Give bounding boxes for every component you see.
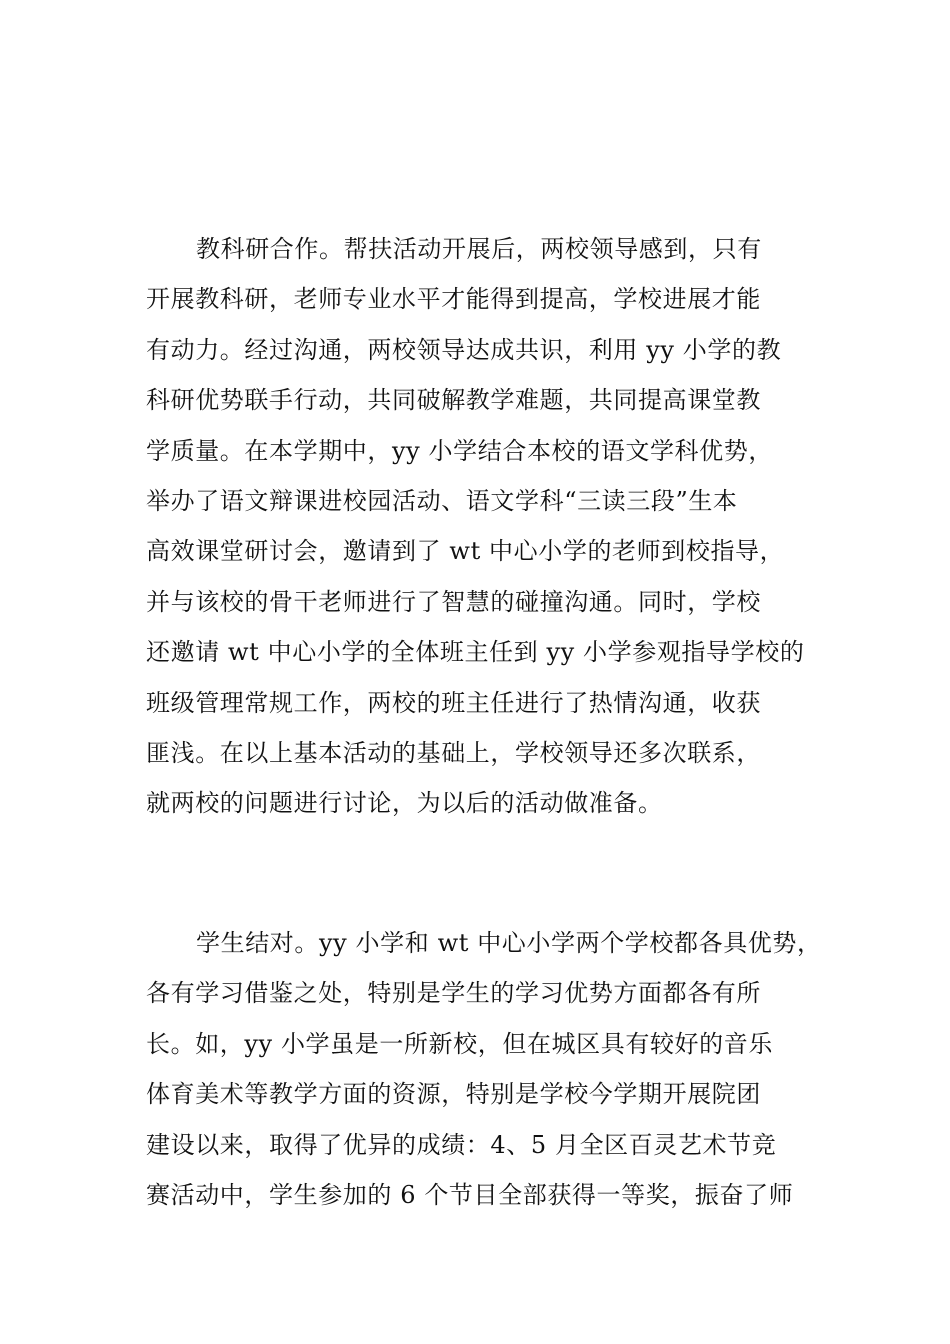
text-line: 开展教科研，老师专业水平才能得到提高，学校进展才能 xyxy=(146,285,761,314)
text-line: 赛活动中，学生参加的 6 个节目全部获得一等奖，振奋了师 xyxy=(146,1180,794,1209)
text-line: 长。如，yy 小学虽是一所新校，但在城区具有较好的音乐 xyxy=(146,1029,773,1058)
text-line: 学质量。在本学期中，yy 小学结合本校的语文学科优势， xyxy=(146,436,773,465)
text-line: 高效课堂研讨会，邀请到了 wt 中心小学的老师到校指导， xyxy=(146,537,785,566)
text-line: 班级管理常规工作，两校的班主任进行了热情沟通，收获 xyxy=(146,688,761,717)
text-line: 有动力。经过沟通，两校领导达成共识，利用 yy 小学的教 xyxy=(146,335,782,364)
text-line: 匪浅。在以上基本活动的基础上，学校领导还多次联系， xyxy=(146,738,761,767)
paragraph-teaching-research xyxy=(146,224,816,829)
paragraph-student-pairing xyxy=(146,918,822,1220)
text-line: 学生结对。yy 小学和 wt 中心小学两个学校都各具优势， xyxy=(196,929,822,957)
text-line: 举办了语文辩课进校园活动、语文学科“三读三段”生本 xyxy=(146,486,738,515)
text-line: 体育美术等教学方面的资源，特别是学校今学期开展院团 xyxy=(146,1080,761,1109)
text-line: 并与该校的骨干老师进行了智慧的碰撞沟通。同时，学校 xyxy=(146,587,761,616)
text-line: 各有学习借鉴之处，特别是学生的学习优势方面都各有所 xyxy=(146,979,761,1008)
text-line: 还邀请 wt 中心小学的全体班主任到 yy 小学参观指导学校的 xyxy=(146,638,805,667)
text-line: 就两校的问题进行讨论，为以后的活动做准备。 xyxy=(146,789,663,818)
text-line: 科研优势联手行动，共同破解教学难题，共同提高课堂教 xyxy=(146,386,761,415)
text-line: 建设以来，取得了优异的成绩：4、5 月全区百灵艺术节竞 xyxy=(146,1130,777,1159)
text-line: 教科研合作。帮扶活动开展后，两校领导感到，只有 xyxy=(196,235,762,263)
